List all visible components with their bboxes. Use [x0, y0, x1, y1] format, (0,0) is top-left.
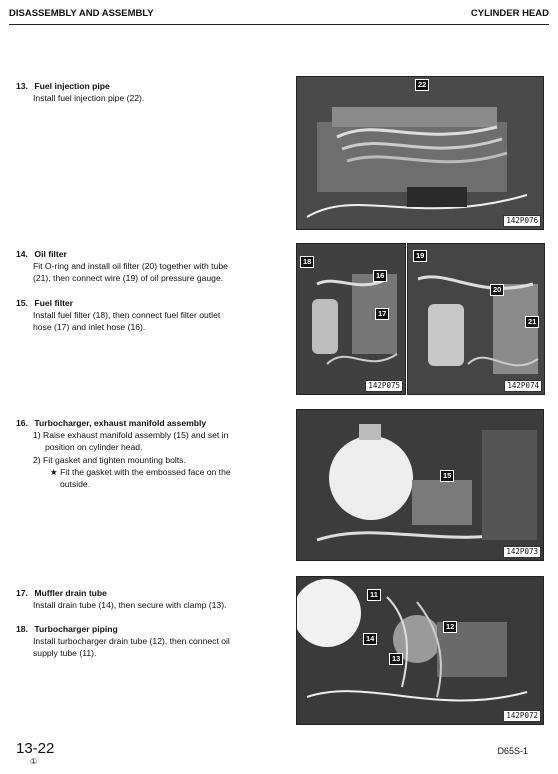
callout-label: 13: [389, 653, 403, 665]
page-number: 13-22: [16, 740, 55, 757]
photo-code: 142P073: [503, 546, 541, 558]
step-17: [16, 587, 278, 611]
sub-step: 2) Fit gasket and tighten mounting bolts.: [33, 454, 186, 465]
step-title: 18. Turbocharger piping: [16, 624, 118, 634]
engine-photo-placeholder: [297, 410, 543, 560]
step-15: [16, 297, 278, 334]
step-title: 13. Fuel injection pipe: [16, 81, 110, 91]
photo-oil-filter: [407, 243, 545, 395]
chapter-title: CYLINDER HEAD: [470, 8, 549, 19]
callout-label: 21: [525, 316, 539, 328]
step-text: Install fuel injection pipe (22).: [33, 93, 145, 104]
step-18: [16, 623, 278, 660]
callout-label: 20: [490, 284, 504, 296]
photo-turbocharger: [296, 409, 544, 561]
photo-turbocharger-piping: [296, 576, 544, 725]
engine-photo-placeholder: [408, 244, 544, 394]
step-text: Install turbocharger drain tube (12), then connect oil: [33, 636, 230, 647]
step-14: [16, 248, 278, 285]
callout-label: 16: [373, 270, 387, 282]
step-text: Install drain tube (14), then secure with clamp (13).: [33, 600, 227, 611]
engine-photo-placeholder: [297, 77, 543, 229]
callout-label: 12: [443, 621, 457, 633]
callout-label: 15: [440, 470, 454, 482]
callout-label: 17: [375, 308, 389, 320]
step-text: supply tube (11).: [33, 648, 97, 659]
callout-label: 19: [413, 250, 427, 262]
step-text: Fit O-ring and install oil filter (20) together with tube: [33, 261, 228, 272]
photo-code: 142P074: [504, 380, 542, 392]
photo-code: 142P072: [503, 710, 541, 722]
callout-label: 14: [363, 633, 377, 645]
revision-symbol: ①: [30, 757, 38, 766]
callout-label: 22: [415, 79, 429, 91]
photo-code: 142P075: [365, 380, 403, 392]
step-text: (21), then connect wire (19) of oil pressure gauge.: [33, 273, 224, 284]
sub-step: 1) Raise exhaust manifold assembly (15) and set in position on cylinder head.: [33, 430, 229, 453]
step-title: 16. Turbocharger, exhaust manifold assembly: [16, 418, 207, 428]
photo-code: 142P076: [503, 215, 541, 227]
step-16: [16, 417, 278, 490]
callout-label: 18: [300, 256, 314, 268]
step-title: 14. Oil filter: [16, 249, 67, 259]
callout-label: 11: [367, 589, 381, 601]
step-text: Install fuel filter (18), then connect fuel filter outlet: [33, 310, 221, 321]
step-13: [16, 80, 278, 104]
page-header: [9, 6, 549, 25]
step-title: 15. Fuel filter: [16, 298, 74, 308]
model-name: D65S-1: [497, 746, 528, 756]
photo-fuel-filter: [296, 243, 406, 395]
note: ★ Fit the gasket with the embossed face on the outside.: [50, 466, 231, 490]
step-title: 17. Muffler drain tube: [16, 588, 107, 598]
photo-fuel-injection-pipe: [296, 76, 544, 230]
step-text: hose (17) and inlet hose (16).: [33, 322, 146, 333]
engine-photo-placeholder: [297, 577, 543, 724]
section-title: DISASSEMBLY AND ASSEMBLY: [9, 8, 154, 19]
